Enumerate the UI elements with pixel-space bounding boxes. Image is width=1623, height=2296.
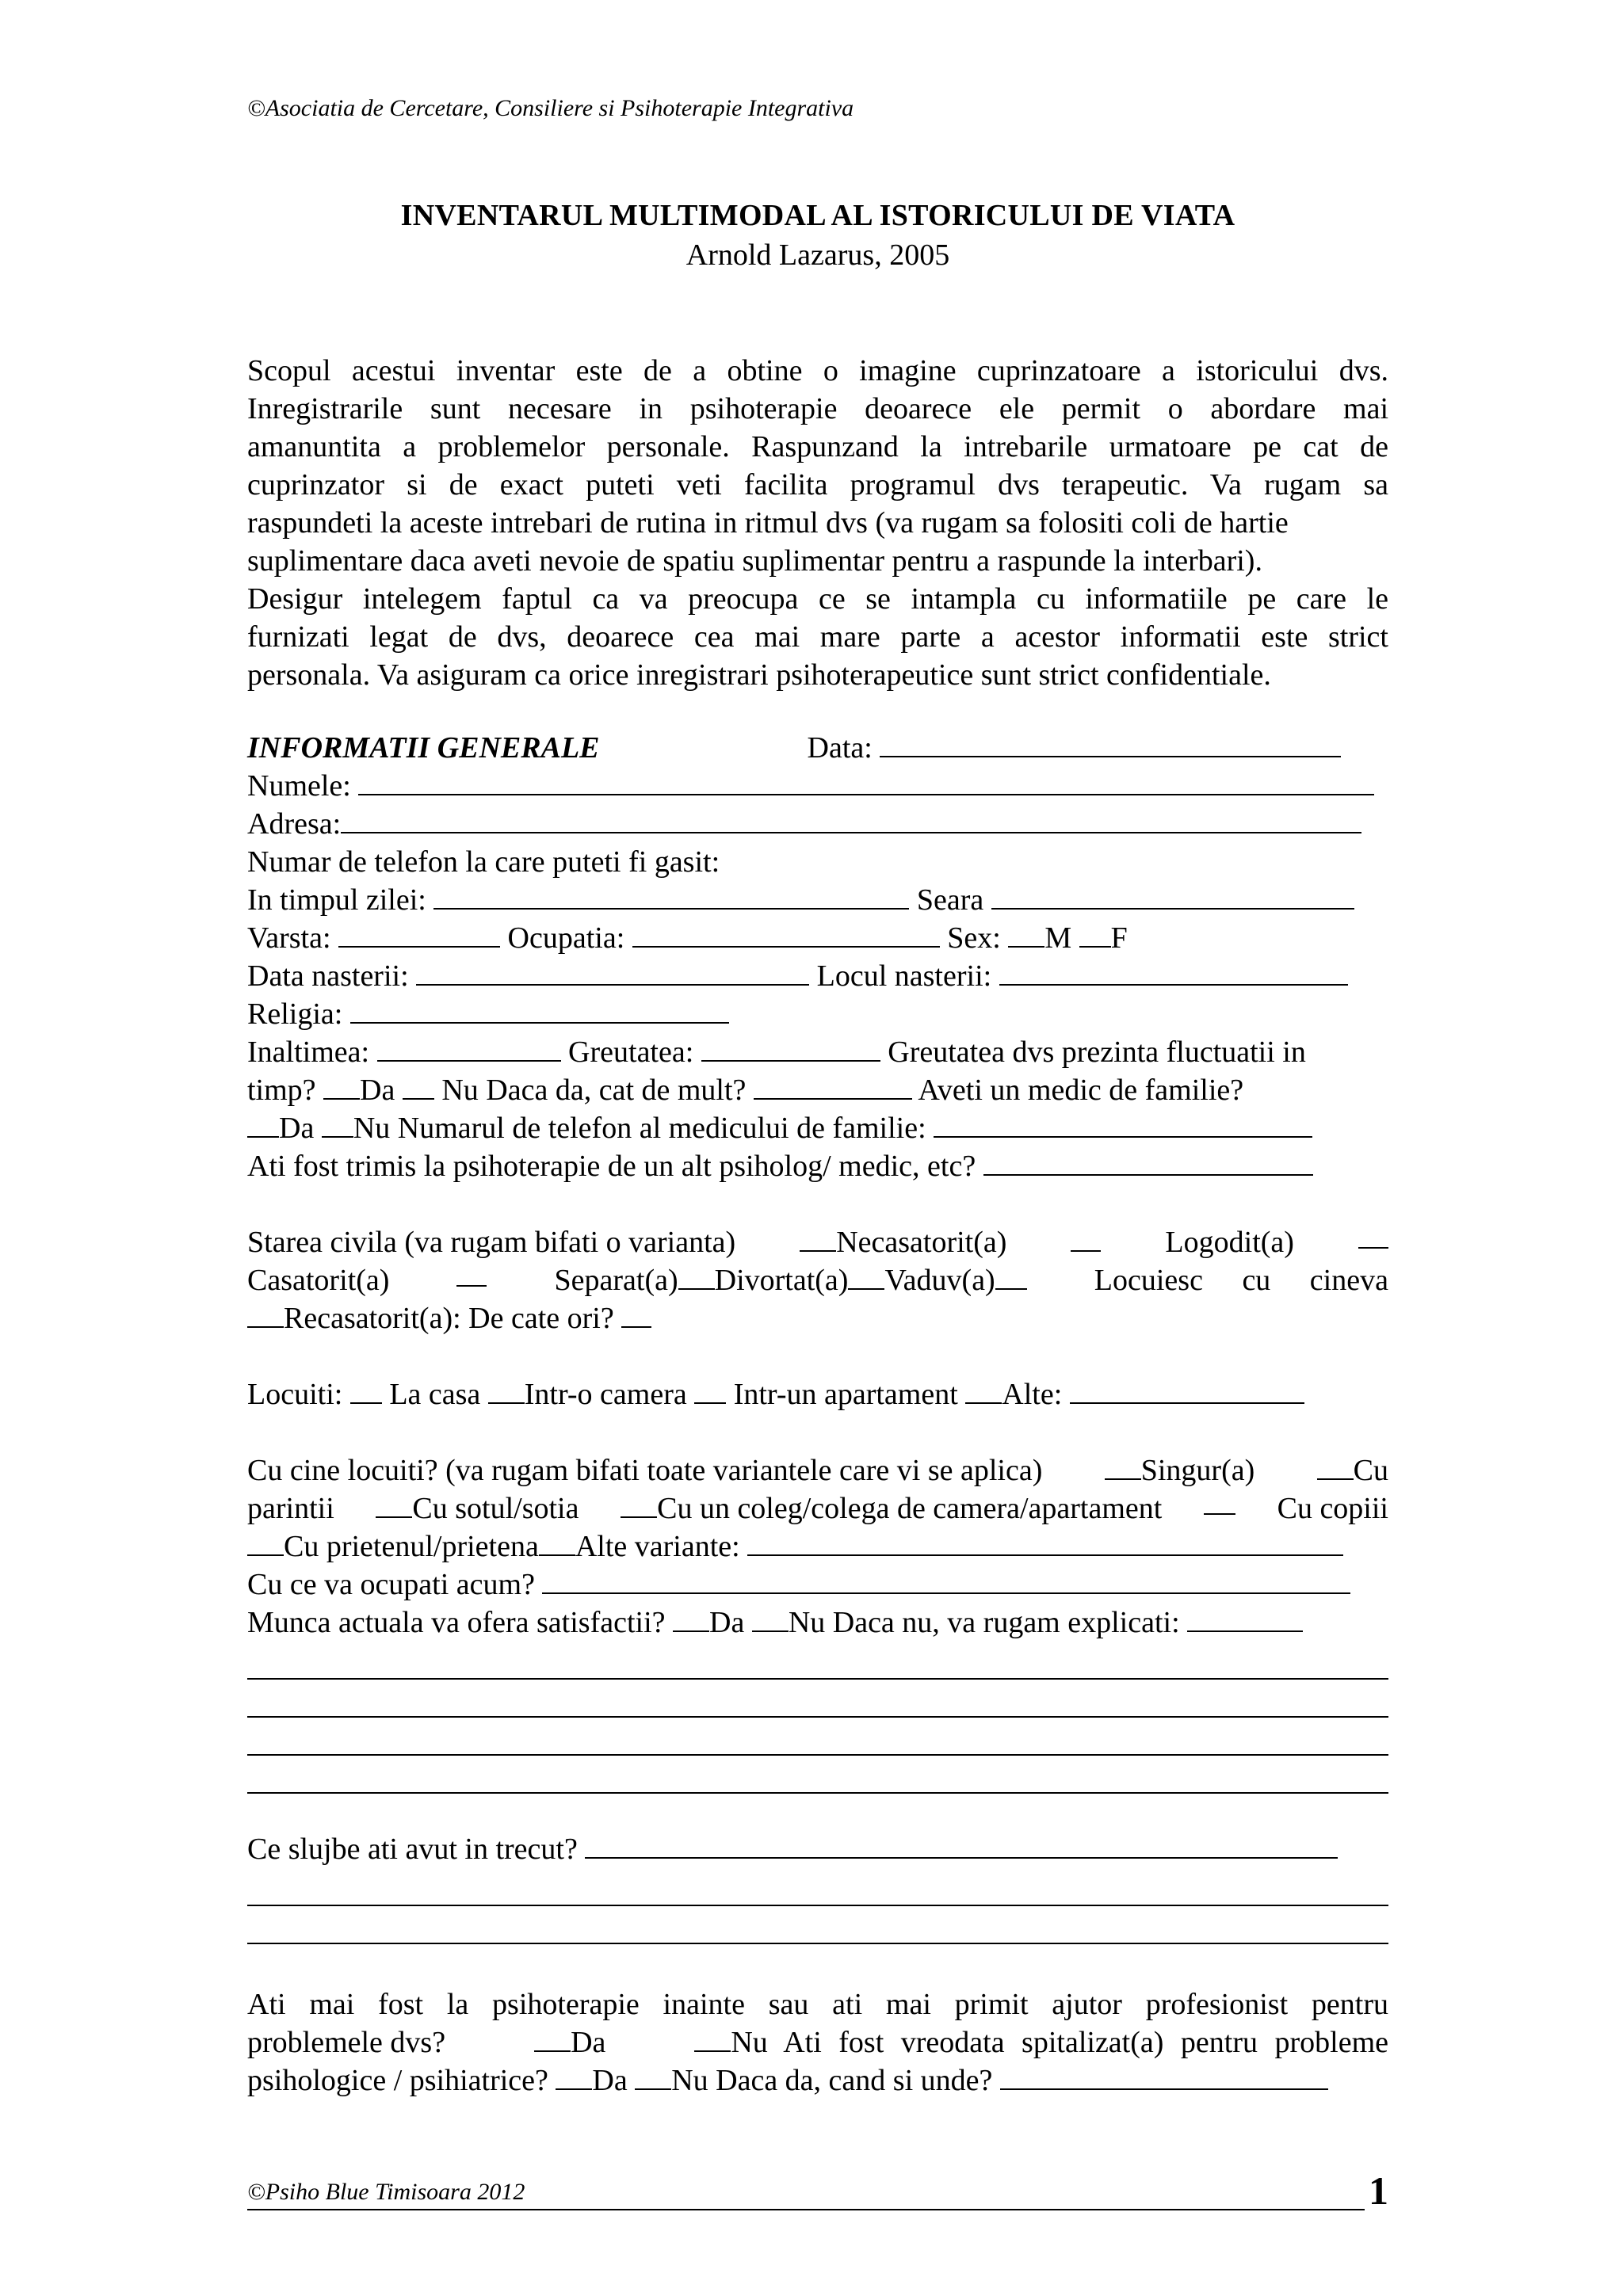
sex-label: Sex: — [947, 921, 1001, 955]
sex-f-checkbox[interactable] — [1079, 922, 1111, 948]
therapy-nu-checkbox[interactable] — [694, 2027, 731, 2052]
explain-label: Nu Daca nu, va rugam explicati: — [788, 1606, 1180, 1639]
occupation-label: Ocupatia: — [507, 921, 625, 955]
evening-phone-field[interactable] — [991, 881, 1354, 910]
civil-row-2 — [247, 1261, 1388, 1299]
other-housing-label: Alte: — [1002, 1378, 1063, 1411]
therapy-row-3 — [247, 2061, 1388, 2100]
civil-status-section — [247, 1223, 1388, 1337]
intro-paragraph — [247, 352, 1388, 694]
housing-section — [247, 1375, 1388, 1413]
apartment-label: Intr-un apartament — [733, 1378, 958, 1411]
fluct-da-checkbox[interactable] — [323, 1074, 360, 1100]
housing-row — [247, 1375, 1388, 1413]
explain-field[interactable] — [1187, 1604, 1303, 1632]
single-checkbox[interactable] — [800, 1226, 836, 1252]
general-row-religion — [247, 995, 1388, 1033]
address-field[interactable] — [341, 805, 1361, 833]
engaged-checkbox[interactable] — [1071, 1226, 1101, 1252]
past-jobs-row — [247, 1830, 1388, 1868]
evening-phone-label: Seara — [916, 883, 984, 917]
living-row-2 — [247, 1489, 1388, 1527]
partner-checkbox[interactable] — [247, 1531, 284, 1556]
other-living-field[interactable] — [747, 1527, 1343, 1556]
general-row-doc — [247, 1109, 1388, 1147]
date-field[interactable] — [880, 729, 1341, 757]
children-checkbox[interactable] — [1204, 1489, 1235, 1515]
room-label: Intr-o camera — [524, 1378, 687, 1411]
birth-place-field[interactable] — [999, 957, 1348, 986]
widowed-label: Vaduv(a) — [884, 1264, 995, 1297]
therapy-row-1: Ati mai fost la psihoterapie inainte sau ati mai primit ajutor profesionist pentru — [247, 1988, 1388, 2021]
date-label: Data: — [807, 731, 873, 765]
civil-label: Starea civila (va rugam bifati o varianta) — [247, 1226, 736, 1259]
work-da-checkbox[interactable] — [673, 1607, 709, 1632]
psych-label: psihologice / psihiatrice? — [247, 2064, 548, 2097]
therapy-row-2 — [247, 2023, 1388, 2061]
hospitalized-label: Nu Ati fost vreodata spitalizat(a) pentru probleme — [731, 2026, 1388, 2059]
intro-line: suplimentare daca aveti nevoie de spatiu suplimentar pentru a raspunde la interbari). — [247, 544, 1262, 578]
occupation-now-row — [247, 1566, 1388, 1604]
doc-da-checkbox[interactable] — [247, 1112, 279, 1138]
living-with-label: Cu cine locuiti? (va rugam bifati toate variantele care vi se aplica) — [247, 1454, 1043, 1487]
intro-line: personala. Va asiguram ca orice inregistrari psihoterapeutice sunt strict confidentiale. — [247, 658, 1271, 692]
age-label: Varsta: — [247, 921, 331, 955]
family-doc-label: Aveti un medic de familie? — [918, 1074, 1244, 1107]
hosp-da-checkbox[interactable] — [556, 2065, 592, 2090]
general-row-height — [247, 1033, 1388, 1071]
page-footer — [247, 2168, 1388, 2213]
intro-line: amanuntita a problemelor personale. Raspunzand la intrebarile urmatoare pe cat de — [247, 430, 1388, 463]
general-row-phone — [247, 881, 1388, 919]
children-label: Cu copiii — [1277, 1492, 1388, 1525]
remarried-checkbox[interactable] — [247, 1302, 284, 1328]
spouse-checkbox[interactable] — [376, 1493, 412, 1518]
general-row-referred — [247, 1147, 1388, 1185]
birth-place-label: Locul nasterii: — [816, 959, 992, 993]
weight-fluct-label: Greutatea dvs prezinta fluctuatii in — [888, 1035, 1306, 1069]
married-checkbox[interactable] — [1358, 1223, 1388, 1249]
doc-phone-label: Nu Numarul de telefon al medicului de familie: — [353, 1112, 926, 1145]
parents-label-b: parintii — [247, 1492, 334, 1525]
room-checkbox[interactable] — [488, 1379, 525, 1404]
referred-field[interactable] — [983, 1147, 1313, 1176]
house-checkbox[interactable] — [350, 1379, 382, 1404]
name-field[interactable] — [358, 767, 1374, 795]
separated-checkbox[interactable] — [456, 1261, 487, 1287]
remarried-count-field[interactable] — [621, 1302, 651, 1328]
housing-label: Locuiti: — [247, 1378, 343, 1411]
apartment-checkbox[interactable] — [694, 1379, 726, 1404]
general-row-birth — [247, 957, 1388, 995]
occupation-field[interactable] — [632, 919, 940, 948]
document-title: INVENTARUL MULTIMODAL AL ISTORICULUI DE VIATA — [400, 199, 1235, 232]
cohabiting-label: Locuiesc cu cineva — [1094, 1264, 1388, 1297]
other-housing-checkbox[interactable] — [965, 1379, 1002, 1404]
widowed-checkbox[interactable] — [848, 1264, 884, 1290]
parents-checkbox[interactable] — [1317, 1455, 1354, 1480]
alone-label: Singur(a) — [1140, 1454, 1255, 1487]
when-where-field[interactable] — [1000, 2061, 1328, 2090]
header-copyright: ©Asociatia de Cercetare, Consiliere si Psihoterapie Integrativa — [247, 95, 854, 121]
document-author: Arnold Lazarus, 2005 — [685, 238, 950, 272]
doc-nu-checkbox[interactable] — [322, 1112, 353, 1138]
fluct-da-label: Da — [360, 1074, 395, 1107]
therapy-da-label: Da — [571, 2026, 606, 2059]
footer-rule — [247, 2209, 1365, 2210]
married-label: Casatorit(a) — [247, 1264, 390, 1297]
civil-row-3 — [247, 1299, 1388, 1337]
birth-date-label: Data nasterii: — [247, 959, 409, 993]
general-row-date — [247, 729, 1388, 767]
therapy-q-label: problemele dvs? — [247, 2026, 446, 2059]
weight-field[interactable] — [701, 1033, 880, 1062]
explain-line[interactable] — [247, 1680, 1388, 1718]
house-label: La casa — [389, 1378, 481, 1411]
therapy-da-checkbox[interactable] — [534, 2027, 571, 2052]
intro-line: Inregistrarile sunt necesare in psihoterapie deoarece ele permit o abordare mai — [247, 392, 1388, 425]
sex-m-label: M — [1044, 921, 1072, 955]
sex-f-label: F — [1110, 921, 1128, 955]
birth-date-field[interactable] — [416, 957, 809, 986]
other-housing-field[interactable] — [1070, 1375, 1304, 1404]
work-satisfaction-row — [247, 1604, 1388, 1642]
explain-line[interactable] — [247, 1642, 1388, 1680]
work-nu-checkbox[interactable] — [752, 1607, 789, 1632]
height-field[interactable] — [377, 1033, 561, 1062]
phone-intro: Numar de telefon la care puteti fi gasit: — [247, 845, 720, 879]
cohabiting-checkbox[interactable] — [995, 1264, 1027, 1290]
divorced-label: Divortat(a) — [714, 1264, 849, 1297]
intro-line: cuprinzator si de exact puteti veti facilita programul dvs terapeutic. Va rugam sa — [247, 468, 1388, 502]
remarried-label: Recasatorit(a): De cate ori? — [284, 1302, 614, 1335]
intro-line: Desigur intelegem faptul ca va preocupa ce se intampla cu informatiile pe care le — [247, 582, 1388, 616]
intro-line: Scopul acestui inventar este de a obtine o imagine cuprinzatoare a istoricului dvs. — [247, 354, 1388, 387]
general-info-section — [247, 729, 1388, 1185]
spouse-label: Cu sotul/sotia — [412, 1492, 579, 1525]
general-row-name — [247, 767, 1388, 805]
occupation-now-label: Cu ce va ocupati acum? — [247, 1568, 535, 1601]
divorced-checkbox[interactable] — [678, 1264, 715, 1290]
footer-text: ©Psiho Blue Timisoara 2012 — [247, 2179, 525, 2205]
time-label: timp? — [247, 1074, 316, 1107]
weight-label: Greutatea: — [568, 1035, 694, 1069]
living-row-3 — [247, 1527, 1388, 1566]
how-much-field[interactable] — [754, 1071, 912, 1100]
page-number: 1 — [1369, 2168, 1388, 2213]
day-phone-field[interactable] — [433, 881, 909, 910]
parents-label-a: Cu — [1353, 1454, 1388, 1487]
explain-line[interactable] — [247, 1756, 1388, 1794]
doc-da-label: Da — [279, 1112, 315, 1145]
past-jobs-section — [247, 1830, 1388, 1944]
past-jobs-label: Ce slujbe ati avut in trecut? — [247, 1833, 578, 1866]
other-living-checkbox[interactable] — [539, 1531, 575, 1556]
partner-label: Cu prietenul/prietena — [284, 1530, 539, 1563]
general-row-age — [247, 919, 1388, 957]
past-jobs-line[interactable] — [247, 1868, 1388, 1906]
work-da-label: Da — [709, 1606, 745, 1639]
civil-row-1 — [247, 1223, 1388, 1261]
single-label: Necasatorit(a) — [836, 1226, 1007, 1259]
therapy-section — [247, 1985, 1388, 2100]
engaged-label: Logodit(a) — [1165, 1226, 1294, 1259]
address-label: Adresa: — [247, 807, 342, 841]
religion-field[interactable] — [350, 995, 729, 1024]
fluct-nu-checkbox[interactable] — [403, 1074, 434, 1100]
roommate-label: Cu un coleg/colega de camera/apartament — [657, 1492, 1163, 1525]
explain-line[interactable] — [247, 1718, 1388, 1756]
general-row-address — [247, 805, 1388, 843]
height-label: Inaltimea: — [247, 1035, 370, 1069]
occupation-now-field[interactable] — [542, 1566, 1350, 1594]
other-living-label: Alte variante: — [575, 1530, 740, 1563]
past-jobs-line[interactable] — [247, 1906, 1388, 1944]
separated-label: Separat(a) — [554, 1264, 678, 1297]
sex-m-checkbox[interactable] — [1008, 922, 1044, 948]
hosp-da-label: Da — [592, 2064, 628, 2097]
intro-line: raspundeti la aceste intrebari de rutina in ritmul dvs (va rugam sa folositi coli de hartie — [247, 506, 1289, 540]
past-jobs-field[interactable] — [585, 1830, 1338, 1859]
name-label: Numele: — [247, 769, 351, 803]
general-row-fluct — [247, 1071, 1388, 1109]
referred-label: Ati fost trimis la psihoterapie de un alt psiholog/ medic, etc? — [247, 1150, 976, 1183]
alone-checkbox[interactable] — [1105, 1455, 1141, 1480]
roommate-checkbox[interactable] — [621, 1493, 657, 1518]
age-field[interactable] — [338, 919, 500, 948]
intro-line: furnizati legat de dvs, deoarece cea mai mare parte a acestor informatii este strict — [247, 620, 1388, 654]
living-row-1 — [247, 1451, 1388, 1489]
hosp-nu-checkbox[interactable] — [635, 2065, 671, 2090]
how-much-label: Nu Daca da, cat de mult? — [441, 1074, 747, 1107]
day-phone-label: In timpul zilei: — [247, 883, 426, 917]
when-where-label: Nu Daca da, cand si unde? — [671, 2064, 993, 2097]
document-page — [247, 0, 1388, 2296]
section-title: INFORMATII GENERALE — [247, 731, 600, 765]
religion-label: Religia: — [247, 997, 343, 1031]
living-with-section — [247, 1451, 1388, 1794]
work-satisfaction-label: Munca actuala va ofera satisfactii? — [247, 1606, 666, 1639]
doc-phone-field[interactable] — [934, 1109, 1312, 1138]
